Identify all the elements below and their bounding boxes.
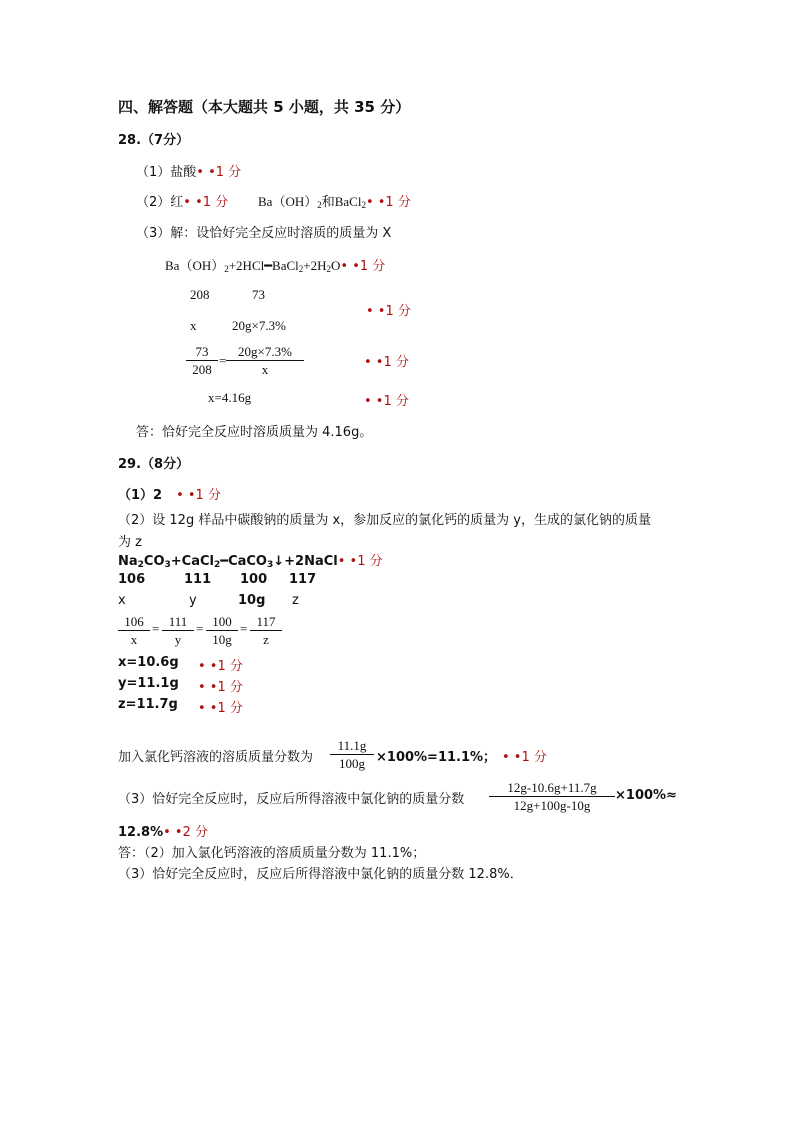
q28-part2-text: （2）红 — [136, 195, 184, 210]
fraction-numerator: 117 — [250, 614, 282, 631]
score-mark: • •1 分 — [366, 304, 411, 319]
var-20g: 20g×7.3% — [232, 318, 286, 333]
var-x: x — [118, 593, 126, 608]
fraction — [250, 614, 282, 649]
score-mark: • •1 分 — [198, 659, 243, 674]
formula-sub: 2 — [213, 560, 221, 570]
q29-answer-line2: （3）恰好完全反应时，反应后所得溶液中氯化钠的质量分数 12.8%． — [118, 867, 523, 882]
score-mark: • •1 分 — [198, 680, 243, 695]
fraction-numerator: 20g×7.3% — [226, 344, 304, 361]
score-mark: • •1 分 — [364, 394, 409, 409]
score-mark: • •1 分 — [196, 165, 242, 180]
equals-sign: = — [240, 621, 248, 636]
section-title: 四、解答题（本大题共 5 小题，共 35 分） — [118, 98, 411, 116]
formula-sub: 2 — [317, 200, 322, 210]
fraction — [489, 780, 615, 815]
q29-part3-suffix: ×100%≈ — [615, 788, 677, 803]
fraction — [330, 738, 374, 773]
fraction-denominator: x — [261, 362, 269, 377]
fraction-denominator: 208 — [192, 362, 212, 377]
q29-part1 — [118, 484, 221, 503]
fraction-numerator: 100 — [206, 614, 238, 631]
fraction-numerator: 12g-10.6g+11.7g — [489, 780, 615, 797]
score-mark: • •1 分 — [364, 355, 409, 370]
var-z: z — [292, 593, 299, 608]
formula-part: O — [331, 258, 341, 273]
mw-117: 117 — [289, 572, 317, 587]
q29-part3-prefix: （3）恰好完全反应时，反应后所得溶液中氯化钠的质量分数 — [118, 792, 465, 807]
score-mark: • •1 分 — [337, 554, 383, 569]
score-mark: • •2 分 — [163, 825, 208, 840]
q28-part3: （3）解：设恰好完全反应时溶质的质量为 X — [136, 226, 392, 241]
fraction-numerator: 106 — [118, 614, 150, 631]
var-x: x — [190, 318, 197, 333]
fraction — [162, 614, 194, 649]
fraction-numerator: 11.1g — [330, 738, 374, 755]
result-y: y=11.1g — [118, 676, 179, 691]
formula-sub: 2 — [361, 200, 366, 210]
q28-part1-text: （1）盐酸 — [136, 165, 197, 180]
score-mark: • •1 分 — [176, 488, 221, 503]
fraction-denominator: x — [130, 632, 138, 647]
score-mark: • •1 分 — [365, 195, 411, 210]
formula-part: Ba（OH） — [258, 194, 318, 209]
q28-header: 28.（7分） — [118, 133, 190, 148]
fraction-denominator: 100g — [339, 756, 365, 771]
conc-suffix: ×100%=11.1%； — [376, 750, 497, 765]
q29-part2-line2: 为 z — [118, 535, 142, 550]
result-value: 12.8% — [118, 825, 164, 840]
q28-part2-formula — [258, 191, 411, 210]
mass-73: 73 — [252, 287, 265, 302]
fraction-denominator: 12g+100g-10g — [513, 798, 591, 813]
formula-part: +CaCl — [170, 554, 214, 569]
fraction — [186, 344, 218, 379]
fraction-numerator: 73 — [186, 344, 218, 361]
score-mark: • •1 分 — [340, 259, 386, 274]
fraction — [118, 614, 150, 649]
equals-sign: = — [152, 621, 160, 636]
q29-equation — [118, 550, 383, 569]
mw-106: 106 — [118, 572, 146, 587]
mw-100: 100 — [240, 572, 268, 587]
formula-part: ━CaCO — [220, 554, 267, 569]
var-10g: 10g — [238, 593, 266, 608]
q29-header: 29.（8分） — [118, 457, 190, 472]
q29-part3-result — [118, 821, 208, 840]
q28-answer: 答：恰好完全反应时溶质质量为 4.16g。 — [136, 425, 373, 440]
fraction — [206, 614, 238, 649]
fraction-denominator: y — [174, 632, 182, 647]
q28-part2 — [136, 191, 228, 210]
conc-prefix: 加入氯化钙溶液的溶质质量分数为 — [118, 750, 314, 765]
formula-sub: 3 — [164, 560, 171, 570]
formula-part: +2H — [303, 258, 327, 273]
equals-sign: = — [196, 621, 204, 636]
q28-equation — [165, 255, 385, 274]
result-z: z=11.7g — [118, 697, 178, 712]
mass-208: 208 — [190, 287, 210, 302]
formula-part: CO — [143, 554, 165, 569]
result-x: x=10.6g — [118, 655, 179, 670]
q29-part2-line1: （2）设 12g 样品中碳酸钠的质量为 x，参加反应的氯化钙的质量为 y，生成的氯化钠的质量 — [118, 513, 651, 528]
formula-part: ↓+2NaCl — [273, 554, 338, 569]
score-mark: • •1 分 — [198, 701, 243, 716]
equals-sign: = — [219, 353, 227, 368]
mw-111: 111 — [184, 572, 212, 587]
score-mark: • •1 分 — [502, 750, 547, 765]
formula-sub: 2 — [137, 560, 144, 570]
fraction — [226, 344, 304, 379]
fraction-denominator: z — [263, 632, 269, 647]
formula-sub: 2 — [298, 264, 304, 274]
formula-part: 和BaCl — [321, 194, 362, 209]
fraction-denominator: 10g — [212, 632, 232, 647]
q29-part1-text: （1）2 — [118, 488, 163, 503]
formula-part: Na — [118, 554, 138, 569]
q28-result: x=4.16g — [208, 390, 252, 405]
var-y: y — [189, 593, 197, 608]
formula-part: Ba（OH） — [165, 258, 225, 273]
fraction-numerator: 111 — [162, 614, 194, 631]
formula-sub: 2 — [224, 264, 229, 274]
formula-part: +2HCl━BaCl — [228, 258, 299, 273]
score-mark: • •1 分 — [183, 195, 229, 210]
formula-sub: 2 — [326, 264, 332, 274]
q28-part1 — [136, 161, 241, 180]
formula-sub: 3 — [266, 560, 274, 570]
q29-answer-line1: 答：（2）加入氯化钙溶液的溶质质量分数为 11.1%； — [118, 846, 426, 861]
